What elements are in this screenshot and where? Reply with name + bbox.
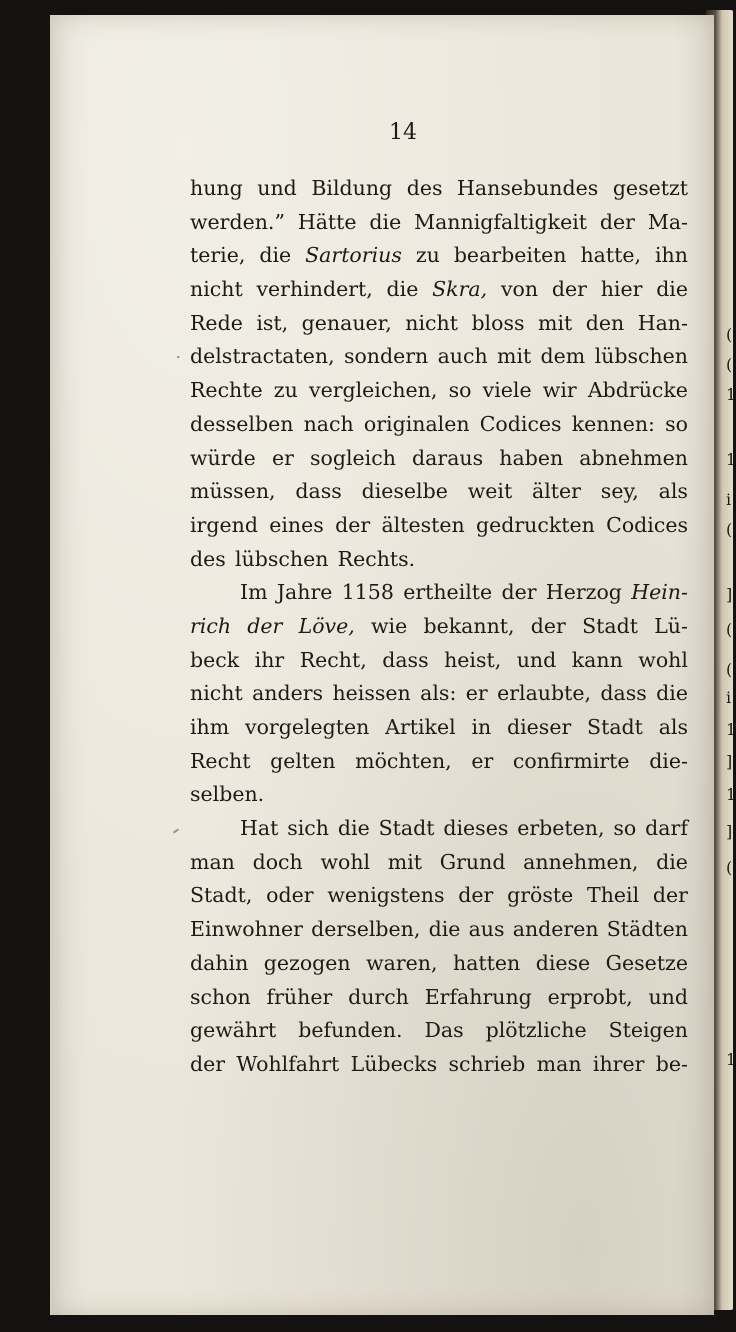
word: Hat [240,816,279,841]
word: doch [252,849,303,874]
word: nicht [190,681,243,706]
word: gelten [270,748,336,773]
word: weit [467,479,513,504]
word: wenigstens [327,883,445,908]
word: sondern [343,344,429,369]
word: ertheilte [403,580,493,605]
word: selben. [190,782,265,807]
word: beck [190,647,240,672]
text-line [190,981,688,1015]
word: ihrer [592,1051,645,1076]
word: kann [571,647,623,672]
word: Codices [606,512,688,537]
word: delstractaten, [190,344,335,369]
edge-glyph: 1 [726,720,736,739]
word: sey, [600,479,639,504]
text-line [190,644,688,678]
word: anders [252,681,324,706]
word: Das [424,1018,464,1043]
word: bearbeiten [453,243,567,268]
word: sogleich [310,445,396,470]
word: mit [497,344,532,369]
word: heist, [444,647,502,672]
text-line [190,340,688,374]
text-line [190,576,688,610]
word: Recht [190,748,251,773]
text-line [190,273,688,307]
text-line [190,745,688,779]
word: Bildung [311,176,393,200]
edge-glyph: 1 [726,785,736,804]
word: dieselbe [361,479,448,504]
word: die [337,816,370,841]
word: nach [303,411,354,436]
word: waren, [366,950,438,975]
edge-glyph: ( [726,355,733,374]
word: daraus [412,445,484,470]
word: der [458,883,494,908]
word: man [190,849,235,874]
word: wohl [638,647,688,672]
word: terie, [190,243,246,268]
word: der [652,883,688,908]
edge-glyph: ( [726,660,733,679]
word: wir [542,378,577,403]
word: der [599,209,635,234]
text-line [190,374,688,408]
word: vergleichen, [308,378,438,403]
word: er [465,681,488,706]
word: kennen: [571,411,655,436]
word: mit [387,849,423,874]
text-line [190,475,688,509]
word: wie [371,613,408,638]
word: der [501,580,537,605]
text-line [190,543,688,577]
text-line [190,239,688,273]
text-line [190,442,688,476]
word: müssen, [190,479,276,504]
word: 1158 [341,580,394,605]
edge-glyph: ( [726,858,733,877]
word: des [190,546,226,571]
word: die [656,849,688,874]
word: Artikel [385,715,456,739]
word: durch [348,984,409,1009]
word: hier [600,277,643,302]
word: werden.” [190,209,285,234]
word: Im [240,580,268,605]
word: in [471,715,492,739]
word: Theil [587,883,640,908]
word: er [471,748,494,773]
edge-glyph: 1 [726,1050,736,1069]
word: aus [468,917,505,942]
word: hatte, [580,243,642,268]
word: der [530,613,566,638]
word: Ma- [647,209,688,234]
word: haben [499,445,564,470]
edge-glyph: i [726,490,732,509]
word: dahin [190,950,249,975]
word: Einwohner [190,917,303,942]
word: gedruckten [475,512,595,537]
text-line [190,172,688,206]
word: Gesetze [605,950,688,975]
text-line [190,408,688,442]
word: die [656,277,688,302]
word: schon [190,984,251,1009]
word: ist, [256,310,289,335]
page-text-body [190,172,688,1082]
word: wohl [320,849,371,874]
word: von [500,277,539,302]
text-line [190,879,688,913]
page-number: 14 [389,120,417,145]
word: Grund [439,849,506,874]
word: hatten [453,950,521,975]
word: Sartorius [305,243,402,268]
word: dass [600,681,647,706]
word: derselben, [311,917,421,942]
word: abnehmen [579,445,688,470]
word: gesetzt [612,176,688,200]
word: erlaubte, [497,681,591,706]
word: ihr [254,647,285,672]
word: so [613,816,637,841]
word: sich [287,816,329,841]
edge-glyph: ( [726,325,733,344]
word: be- [655,1051,688,1076]
word: zu [415,243,440,268]
word: Wohlfahrt [236,1051,340,1076]
word: vorgelegten [244,715,370,739]
word: man [536,1051,582,1076]
text-line [190,812,688,846]
text-line [190,846,688,880]
word: anderen [512,917,599,942]
word: viele [482,378,532,403]
word: Abdrücke [587,378,688,403]
word: den [585,310,625,335]
text-line [190,711,688,745]
text-line [190,610,688,644]
word: dieses [443,816,509,841]
word: die [259,243,292,268]
word: Städten [606,917,688,942]
text-line [190,778,688,812]
word: Lü- [654,613,688,638]
word: Herzog [545,580,622,605]
word: ihn [654,243,688,268]
word: irgend [190,512,258,537]
word: plötzliche [485,1018,587,1043]
word: als: [420,681,457,706]
edge-glyph: 1 [726,385,736,404]
word: und [516,647,557,672]
word: Stadt [582,613,638,638]
word: oder [266,883,314,908]
word: Hansebundes [457,176,599,200]
edge-glyph: i [726,688,732,707]
word: schrieb [448,1051,526,1076]
word: Rechte [190,378,263,403]
word: Jahre [276,580,333,605]
word: die [369,209,402,234]
word: gezogen [263,950,351,975]
word: als [658,479,688,504]
word: verhindert, [256,277,373,302]
word: lübschen [594,344,688,369]
text-line [190,307,688,341]
word: erbeten, [517,816,605,841]
word: Codices [479,411,562,436]
word: ihm [190,715,230,739]
word: diese [535,950,591,975]
word: auch [437,344,488,369]
word: des [406,176,443,200]
margin-dot: · [176,350,181,366]
word: Steigen [608,1018,688,1043]
word: Stadt, [190,883,253,908]
text-line [190,1014,688,1048]
text-line [190,206,688,240]
word: der [551,277,587,302]
word: confirmirte [512,748,630,773]
word: die [428,917,461,942]
word: bekannt, [423,613,515,638]
word: der [190,1051,226,1076]
word: Lübecks [350,1051,438,1076]
edge-glyph: ( [726,620,733,639]
edge-glyph: ] [726,585,733,604]
word: früher [266,984,333,1009]
word: Stadt [587,715,643,739]
edge-glyph: ( [726,520,733,539]
word: befunden. [298,1018,403,1043]
word: gröste [507,883,574,908]
word: Rechts. [337,546,416,571]
word: Hätte [297,209,357,234]
word: Hein- [631,580,688,605]
word: er [271,445,294,470]
word: rich [190,613,232,638]
word: lübschen [235,546,329,571]
word: Recht, [299,647,367,672]
word: würde [190,445,256,470]
word: nicht [190,277,243,302]
word: annehmen, [523,849,639,874]
word: Rede [190,310,243,335]
word: Stadt [378,816,435,841]
word: dem [540,344,586,369]
word: dass [382,647,429,672]
word: originalen [363,411,470,436]
edge-glyph: ] [726,752,733,771]
word: gewährt [190,1018,277,1043]
word: der [247,613,283,638]
word: eines [269,512,324,537]
word: nicht [405,310,458,335]
word: heissen [332,681,411,706]
word: Erfahrung [424,984,532,1009]
word: und [257,176,297,200]
word: Han- [637,310,688,335]
word: die [656,681,688,706]
edge-glyph: ] [726,822,733,841]
text-line [190,509,688,543]
word: hung [190,176,243,200]
word: und [648,984,688,1009]
word: bloss [471,310,525,335]
word: der [335,512,371,537]
word: desselben [190,411,294,436]
word: die [386,277,419,302]
word: die- [649,748,688,773]
word: ältesten [381,512,465,537]
word: genauer, [301,310,392,335]
word: mit [538,310,573,335]
word: älter [532,479,581,504]
word: so [448,378,472,403]
word: Mannigfaltigkeit [414,209,588,234]
text-line [190,677,688,711]
word: erprobt, [547,984,633,1009]
word: dass [295,479,342,504]
word: zu [273,378,298,403]
word: Löve, [298,613,355,638]
word: Skra, [432,277,488,302]
text-line [190,1048,688,1082]
edge-glyph: 1 [726,450,736,469]
word: dieser [506,715,572,739]
word: so [665,411,688,436]
text-line [190,913,688,947]
text-line [190,947,688,981]
word: möchten, [355,748,452,773]
word: als [658,715,688,739]
word: darf [645,816,688,841]
